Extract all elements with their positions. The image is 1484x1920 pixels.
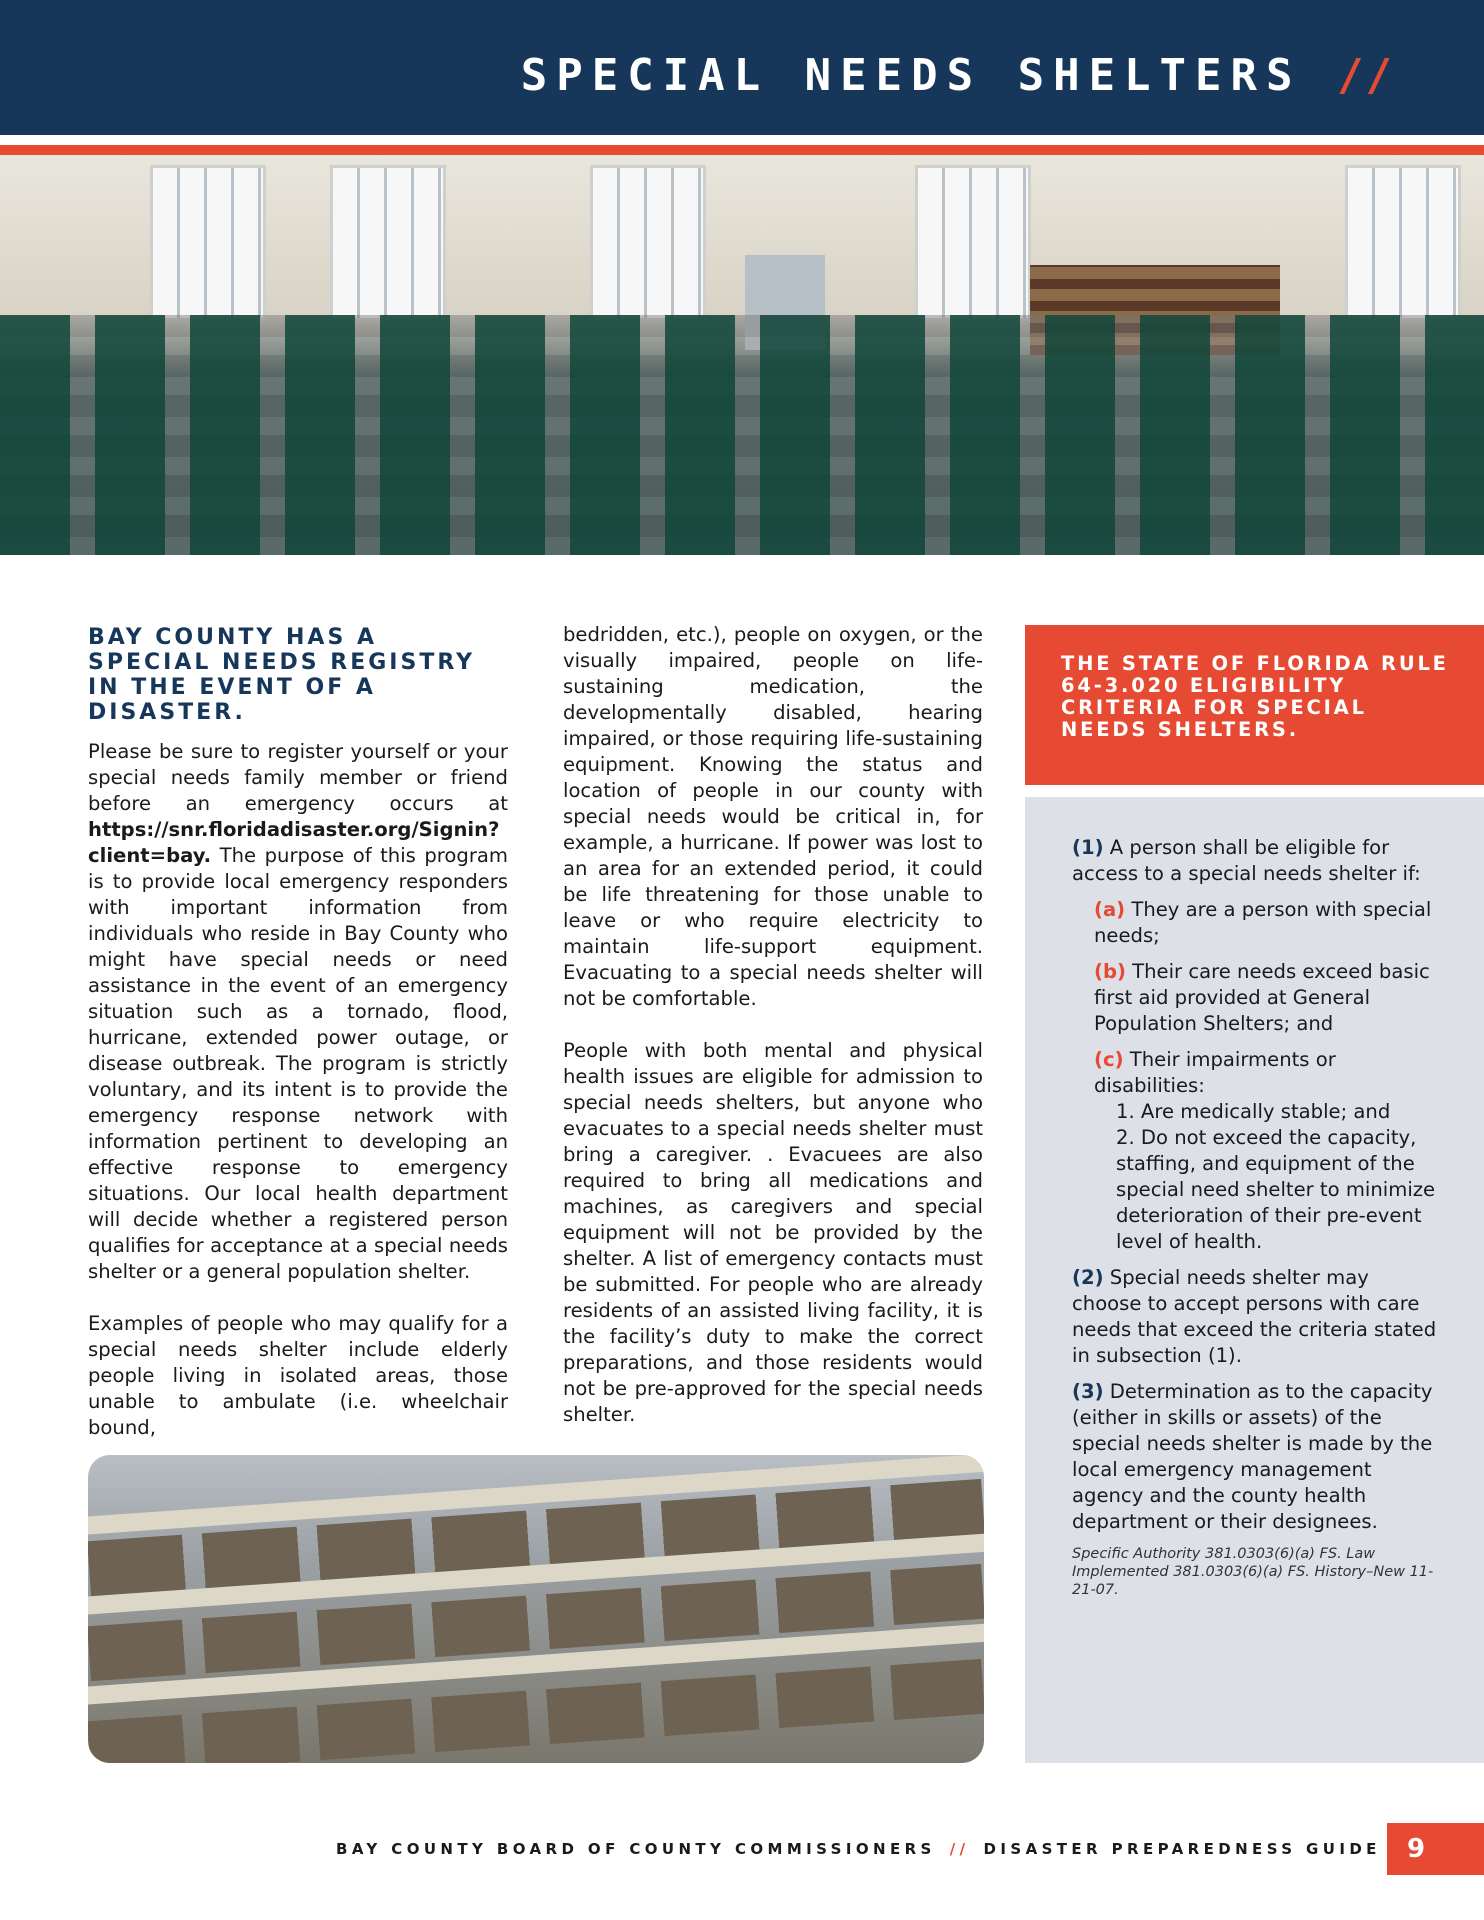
left-column xyxy=(88,625,508,1441)
registry-paragraph: Please be sure to register yourself or your special needs family member or friend before an emergency occurs at https://snr.floridadisaster.org/Signin?client=bay. The purpose of this program is to provide local emergency responders with important information from individuals who reside in Bay County who might have special needs or need assistance in the event of an emergency situation such as a tornado, flood, hurricane, extended power outage, or disease outbreak. The program is strictly voluntary, and its intent is to provide the emergency response network with information pertinent to developing an effective response to emergency situations. Our local health department will decide whether a registered person qualifies for acceptance at a special needs shelter or a general population shelter. xyxy=(88,740,508,1283)
rule-heading: THE STATE OF FLORIDA RULE 64-3.020 ELIGIBILITY CRITERIA FOR SPECIAL NEEDS SHELTERS. xyxy=(1061,652,1449,741)
caregiver-paragraph: People with both mental and physical health issues are eligible for admission to special needs shelters, but anyone who evacuates to a special needs shelter must bring a caregiver. . Evacuees are also required to bring all medications and machines, as caregivers and special equipment will not be provided by the shelter. A list of emergency contacts must be submitted. For people who are already residents of an assisted living facility, it is the facility’s duty to make the correct preparations, and those residents would not be pre-approved for the special needs shelter. xyxy=(563,1039,983,1426)
shelter-interior-photo xyxy=(0,155,1484,555)
page-footer xyxy=(336,1840,1381,1858)
criteria-item-1c: (c) Their impairments or disabilities: xyxy=(1094,1048,1336,1097)
tables-and-chairs-photo xyxy=(88,1455,984,1763)
criteria-item-1: (1) A person shall be eligible for access to a special needs shelter if: xyxy=(1072,836,1421,885)
footer-guide-title: DISASTER PREPAREDNESS GUIDE xyxy=(983,1840,1381,1858)
examples-paragraph: Examples of people who may qualify for a special needs shelter include elderly people living in isolated areas, those unable to ambulate (i.e. wheelchair bound, xyxy=(88,1312,508,1439)
criteria-item-1a: (a) They are a person with special needs; xyxy=(1094,898,1432,947)
criteria-item-1c-1: 1. Are medically stable; and xyxy=(1116,1100,1391,1123)
page-title: SPECIAL NEEDS SHELTERS // xyxy=(520,50,1394,101)
criteria-item-1b: (b) Their care needs exceed basic first aid provided at General Population Shelters; and xyxy=(1094,960,1430,1035)
criteria-item-3: (3) Determination as to the capacity (either in skills or assets) of the special needs shelter is made by the local emergency management agency and the county health department or their designees. xyxy=(1072,1380,1433,1533)
rule-heading-box xyxy=(1025,625,1484,785)
registry-link[interactable]: https://snr.floridadisaster.org/Signin?client=bay. xyxy=(88,818,500,867)
rule-citation: Specific Authority 381.0303(6)(a) FS. Law Implemented 381.0303(6)(a) FS. History–New 11-21-07. xyxy=(1072,1546,1434,1598)
registry-heading: BAY COUNTY HAS A SPECIAL NEEDS REGISTRY IN THE EVENT OF A DISASTER. xyxy=(88,625,475,725)
page-header xyxy=(0,0,1484,135)
footer-separator: // xyxy=(949,1840,970,1858)
rule-criteria-panel xyxy=(1025,797,1484,1763)
footer-organization: BAY COUNTY BOARD OF COUNTY COMMISSIONERS xyxy=(336,1840,936,1858)
title-slashes: // xyxy=(1337,50,1394,101)
page-number: 9 xyxy=(1387,1823,1484,1875)
qualify-paragraph: bedridden, etc.), people on oxygen, or the visually impaired, people on life-sustaining medication, the developmentally disabled, hearing impaired, or those requiring life-sustaining equipment. Knowing the status and location of people in our county with special needs would be critical in, for example, a hurricane. If power was lost to an area for an extended period, it could be life threatening for those unable to leave or who require electricity to maintain life-support equipment. Evacuating to a special needs shelter will not be comfortable. xyxy=(563,623,983,1010)
criteria-item-2: (2) Special needs shelter may choose to accept persons with care needs that exceed the criteria stated in subsection (1). xyxy=(1072,1266,1437,1367)
middle-column xyxy=(563,622,983,1428)
criteria-item-1c-2: 2. Do not exceed the capacity, staffing, and equipment of the special need shelter to minimize deterioration of their pre-event level of health. xyxy=(1116,1126,1436,1253)
header-accent-rule xyxy=(0,145,1484,155)
